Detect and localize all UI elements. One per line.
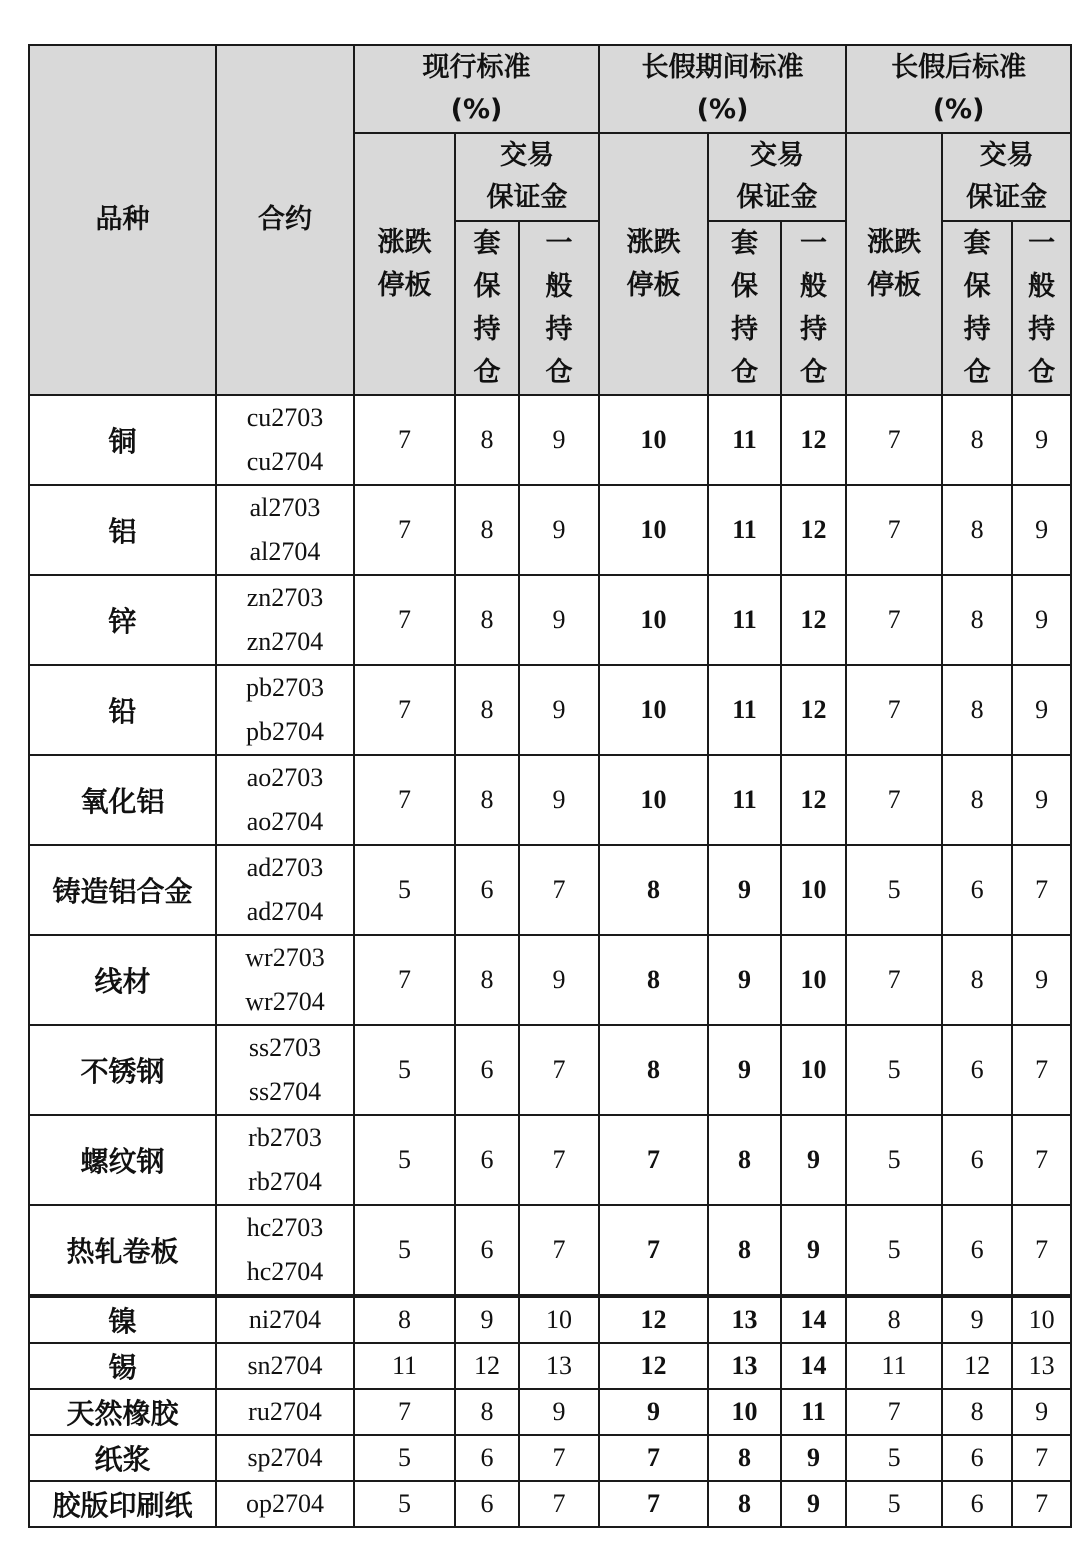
variety-cell: 锡: [29, 1343, 216, 1389]
value-cell: 9: [519, 1389, 599, 1435]
value-cell: 10: [1012, 1296, 1071, 1343]
value-cell: 8: [942, 665, 1012, 755]
value-cell: 8: [708, 1481, 781, 1527]
value-cell: 6: [455, 1115, 519, 1205]
value-cell: 6: [455, 1481, 519, 1527]
contract-code: ad2703: [246, 853, 324, 882]
header-margin: 交易 保证金: [708, 133, 846, 221]
value-cell: 11: [846, 1343, 942, 1389]
value-cell: 7: [519, 1435, 599, 1481]
contract-code: sn2704: [247, 1351, 323, 1380]
header-margin: 交易 保证金: [455, 133, 599, 221]
value-cell: 7: [846, 485, 942, 575]
value-cell: 7: [846, 935, 942, 1025]
header-limit: 涨跌 停板: [354, 133, 455, 395]
value-cell: 12: [599, 1343, 708, 1389]
value-cell: 8: [455, 575, 519, 665]
header-hedge: 套 保 持 仓: [455, 221, 519, 395]
group-title: 长假期间标准: [641, 52, 804, 83]
value-cell: 11: [708, 395, 781, 485]
value-cell: 10: [599, 395, 708, 485]
group-title: 现行标准: [422, 52, 531, 83]
value-cell: 9: [599, 1389, 708, 1435]
value-cell: 5: [354, 1205, 455, 1296]
value-cell: 9: [1012, 485, 1071, 575]
group-unit: (%): [932, 94, 985, 125]
variety-cell: 热轧卷板: [29, 1205, 216, 1296]
variety-cell: 天然橡胶: [29, 1389, 216, 1435]
contract-code: al2703: [249, 493, 321, 522]
value-cell: 6: [942, 1205, 1012, 1296]
header-general: 一 般 持 仓: [1012, 221, 1071, 395]
value-cell: 8: [455, 935, 519, 1025]
value-cell: 9: [519, 575, 599, 665]
variety-cell: 铅: [29, 665, 216, 755]
value-cell: 6: [942, 1435, 1012, 1481]
header-group-holiday: [599, 45, 846, 133]
value-cell: 12: [455, 1343, 519, 1389]
table-row: [29, 395, 1071, 485]
contract-code: ss2703: [248, 1033, 322, 1062]
value-cell: 7: [1012, 1435, 1071, 1481]
header-group-after: [846, 45, 1071, 133]
table-row: [29, 1296, 1071, 1343]
value-cell: 12: [781, 665, 846, 755]
contract-code: al2704: [249, 537, 321, 566]
value-cell: 9: [781, 1205, 846, 1296]
value-cell: 14: [781, 1296, 846, 1343]
value-cell: 10: [599, 755, 708, 845]
value-cell: 9: [708, 935, 781, 1025]
contract-code: hc2703: [246, 1213, 324, 1242]
value-cell: 9: [781, 1435, 846, 1481]
value-cell: 8: [942, 485, 1012, 575]
group-unit: (%): [696, 94, 749, 125]
group-title: 长假后标准: [891, 52, 1027, 83]
value-cell: 9: [781, 1115, 846, 1205]
table-row: [29, 845, 1071, 935]
value-cell: 9: [1012, 755, 1071, 845]
value-cell: 5: [846, 1481, 942, 1527]
margin-standards-table: [28, 44, 1072, 1528]
contract-cell: [216, 1115, 354, 1205]
variety-cell: 胶版印刷纸: [29, 1481, 216, 1527]
value-cell: 8: [942, 1389, 1012, 1435]
value-cell: 5: [846, 1115, 942, 1205]
value-cell: 11: [708, 755, 781, 845]
value-cell: 5: [846, 1435, 942, 1481]
value-cell: 12: [599, 1296, 708, 1343]
contract-code: ss2704: [248, 1077, 322, 1106]
value-cell: 7: [1012, 1025, 1071, 1115]
value-cell: 7: [354, 1389, 455, 1435]
value-cell: 7: [846, 575, 942, 665]
value-cell: 6: [455, 1205, 519, 1296]
header-margin: 交易 保证金: [942, 133, 1071, 221]
contract-cell: [216, 845, 354, 935]
contract-cell: [216, 755, 354, 845]
contract-code: ni2704: [248, 1305, 322, 1334]
value-cell: 7: [519, 1115, 599, 1205]
table-header: [29, 45, 1071, 395]
variety-cell: 螺纹钢: [29, 1115, 216, 1205]
contract-code: ao2703: [246, 763, 324, 792]
contract-code: cu2703: [246, 403, 324, 432]
contract-code: zn2703: [246, 583, 324, 612]
contract-cell: [216, 1435, 354, 1481]
value-cell: 8: [599, 845, 708, 935]
value-cell: 6: [942, 1115, 1012, 1205]
contract-code: pb2704: [246, 717, 324, 746]
contract-cell: [216, 1025, 354, 1115]
value-cell: 9: [708, 845, 781, 935]
contract-code: wr2703: [245, 943, 325, 972]
variety-cell: 铸造铝合金: [29, 845, 216, 935]
value-cell: 7: [519, 1481, 599, 1527]
value-cell: 8: [455, 485, 519, 575]
header-contract: 合约: [216, 45, 354, 395]
table-row: [29, 485, 1071, 575]
value-cell: 7: [354, 935, 455, 1025]
header-hedge: 套 保 持 仓: [942, 221, 1012, 395]
header-limit: 涨跌 停板: [846, 133, 942, 395]
value-cell: 9: [455, 1296, 519, 1343]
value-cell: 8: [708, 1115, 781, 1205]
value-cell: 10: [519, 1296, 599, 1343]
value-cell: 12: [781, 755, 846, 845]
value-cell: 8: [455, 665, 519, 755]
value-cell: 10: [599, 665, 708, 755]
value-cell: 8: [708, 1435, 781, 1481]
table-body: [29, 395, 1071, 1527]
value-cell: 12: [781, 575, 846, 665]
value-cell: 9: [1012, 665, 1071, 755]
value-cell: 10: [708, 1389, 781, 1435]
value-cell: 8: [942, 755, 1012, 845]
header-general: 一 般 持 仓: [781, 221, 846, 395]
value-cell: 9: [1012, 1389, 1071, 1435]
value-cell: 5: [354, 1115, 455, 1205]
value-cell: 8: [942, 395, 1012, 485]
value-cell: 9: [1012, 935, 1071, 1025]
contract-code: cu2704: [246, 447, 324, 476]
contract-code: sp2704: [247, 1443, 323, 1472]
value-cell: 6: [942, 1481, 1012, 1527]
value-cell: 8: [599, 935, 708, 1025]
value-cell: 7: [354, 485, 455, 575]
header-hedge: 套 保 持 仓: [708, 221, 781, 395]
contract-code: ao2704: [246, 807, 324, 836]
value-cell: 7: [846, 755, 942, 845]
value-cell: 5: [846, 845, 942, 935]
contract-code: ru2704: [248, 1397, 322, 1426]
value-cell: 9: [1012, 395, 1071, 485]
contract-code: zn2704: [246, 627, 324, 656]
header-variety: 品种: [29, 45, 216, 395]
table-row: [29, 1435, 1071, 1481]
table-row: [29, 1025, 1071, 1115]
table-row: [29, 1343, 1071, 1389]
table-row: [29, 575, 1071, 665]
value-cell: 8: [942, 575, 1012, 665]
value-cell: 10: [781, 845, 846, 935]
value-cell: 7: [354, 755, 455, 845]
value-cell: 7: [354, 575, 455, 665]
value-cell: 5: [846, 1205, 942, 1296]
header-general: 一 般 持 仓: [519, 221, 599, 395]
value-cell: 8: [354, 1296, 455, 1343]
value-cell: 7: [1012, 1205, 1071, 1296]
value-cell: 10: [599, 485, 708, 575]
value-cell: 7: [599, 1205, 708, 1296]
value-cell: 12: [942, 1343, 1012, 1389]
value-cell: 5: [354, 845, 455, 935]
value-cell: 8: [599, 1025, 708, 1115]
value-cell: 8: [708, 1205, 781, 1296]
value-cell: 12: [781, 485, 846, 575]
value-cell: 7: [846, 1389, 942, 1435]
value-cell: 10: [781, 1025, 846, 1115]
table-row: [29, 1389, 1071, 1435]
value-cell: 9: [942, 1296, 1012, 1343]
table-row: [29, 1115, 1071, 1205]
value-cell: 7: [846, 395, 942, 485]
variety-cell: 镍: [29, 1296, 216, 1343]
value-cell: 9: [708, 1025, 781, 1115]
value-cell: 11: [781, 1389, 846, 1435]
value-cell: 7: [1012, 1481, 1071, 1527]
header-group-current: [354, 45, 599, 133]
value-cell: 6: [942, 1025, 1012, 1115]
table-row: [29, 1481, 1071, 1527]
contract-cell: [216, 485, 354, 575]
contract-code: pb2703: [246, 673, 324, 702]
value-cell: 11: [354, 1343, 455, 1389]
table-row: [29, 665, 1071, 755]
value-cell: 6: [455, 1025, 519, 1115]
contract-code: op2704: [246, 1489, 324, 1518]
value-cell: 8: [455, 395, 519, 485]
value-cell: 7: [519, 1205, 599, 1296]
contract-cell: [216, 1343, 354, 1389]
contract-cell: [216, 1481, 354, 1527]
contract-cell: [216, 395, 354, 485]
contract-cell: [216, 665, 354, 755]
variety-cell: 铝: [29, 485, 216, 575]
value-cell: 7: [519, 1025, 599, 1115]
value-cell: 7: [599, 1435, 708, 1481]
value-cell: 5: [354, 1025, 455, 1115]
value-cell: 13: [708, 1343, 781, 1389]
value-cell: 6: [455, 845, 519, 935]
value-cell: 11: [708, 575, 781, 665]
value-cell: 5: [846, 1025, 942, 1115]
value-cell: 6: [455, 1435, 519, 1481]
value-cell: 9: [1012, 575, 1071, 665]
variety-cell: 锌: [29, 575, 216, 665]
value-cell: 8: [455, 1389, 519, 1435]
contract-code: rb2704: [248, 1167, 322, 1196]
value-cell: 9: [519, 395, 599, 485]
value-cell: 9: [781, 1481, 846, 1527]
value-cell: 7: [1012, 1115, 1071, 1205]
value-cell: 11: [708, 485, 781, 575]
contract-cell: [216, 935, 354, 1025]
contract-cell: [216, 575, 354, 665]
contract-cell: [216, 1389, 354, 1435]
variety-cell: 线材: [29, 935, 216, 1025]
value-cell: 5: [354, 1435, 455, 1481]
value-cell: 13: [708, 1296, 781, 1343]
contract-code: wr2704: [245, 987, 325, 1016]
group-unit: (%): [450, 94, 503, 125]
value-cell: 11: [708, 665, 781, 755]
value-cell: 8: [942, 935, 1012, 1025]
value-cell: 10: [599, 575, 708, 665]
value-cell: 7: [354, 395, 455, 485]
value-cell: 7: [354, 665, 455, 755]
table-row: [29, 935, 1071, 1025]
value-cell: 13: [519, 1343, 599, 1389]
contract-cell: [216, 1296, 354, 1343]
value-cell: 10: [781, 935, 846, 1025]
contract-code: hc2704: [246, 1257, 324, 1286]
value-cell: 13: [1012, 1343, 1071, 1389]
value-cell: 7: [846, 665, 942, 755]
value-cell: 9: [519, 665, 599, 755]
contract-code: rb2703: [248, 1123, 322, 1152]
value-cell: 8: [846, 1296, 942, 1343]
value-cell: 7: [1012, 845, 1071, 935]
table-row: [29, 1205, 1071, 1296]
value-cell: 7: [599, 1115, 708, 1205]
variety-cell: 氧化铝: [29, 755, 216, 845]
value-cell: 14: [781, 1343, 846, 1389]
variety-cell: 不锈钢: [29, 1025, 216, 1115]
value-cell: 9: [519, 485, 599, 575]
variety-cell: 铜: [29, 395, 216, 485]
header-limit: 涨跌 停板: [599, 133, 708, 395]
value-cell: 5: [354, 1481, 455, 1527]
value-cell: 7: [599, 1481, 708, 1527]
variety-cell: 纸浆: [29, 1435, 216, 1481]
contract-code: ad2704: [246, 897, 324, 926]
value-cell: 7: [519, 845, 599, 935]
value-cell: 9: [519, 935, 599, 1025]
value-cell: 12: [781, 395, 846, 485]
table-row: [29, 755, 1071, 845]
value-cell: 8: [455, 755, 519, 845]
value-cell: 9: [519, 755, 599, 845]
value-cell: 6: [942, 845, 1012, 935]
contract-cell: [216, 1205, 354, 1296]
